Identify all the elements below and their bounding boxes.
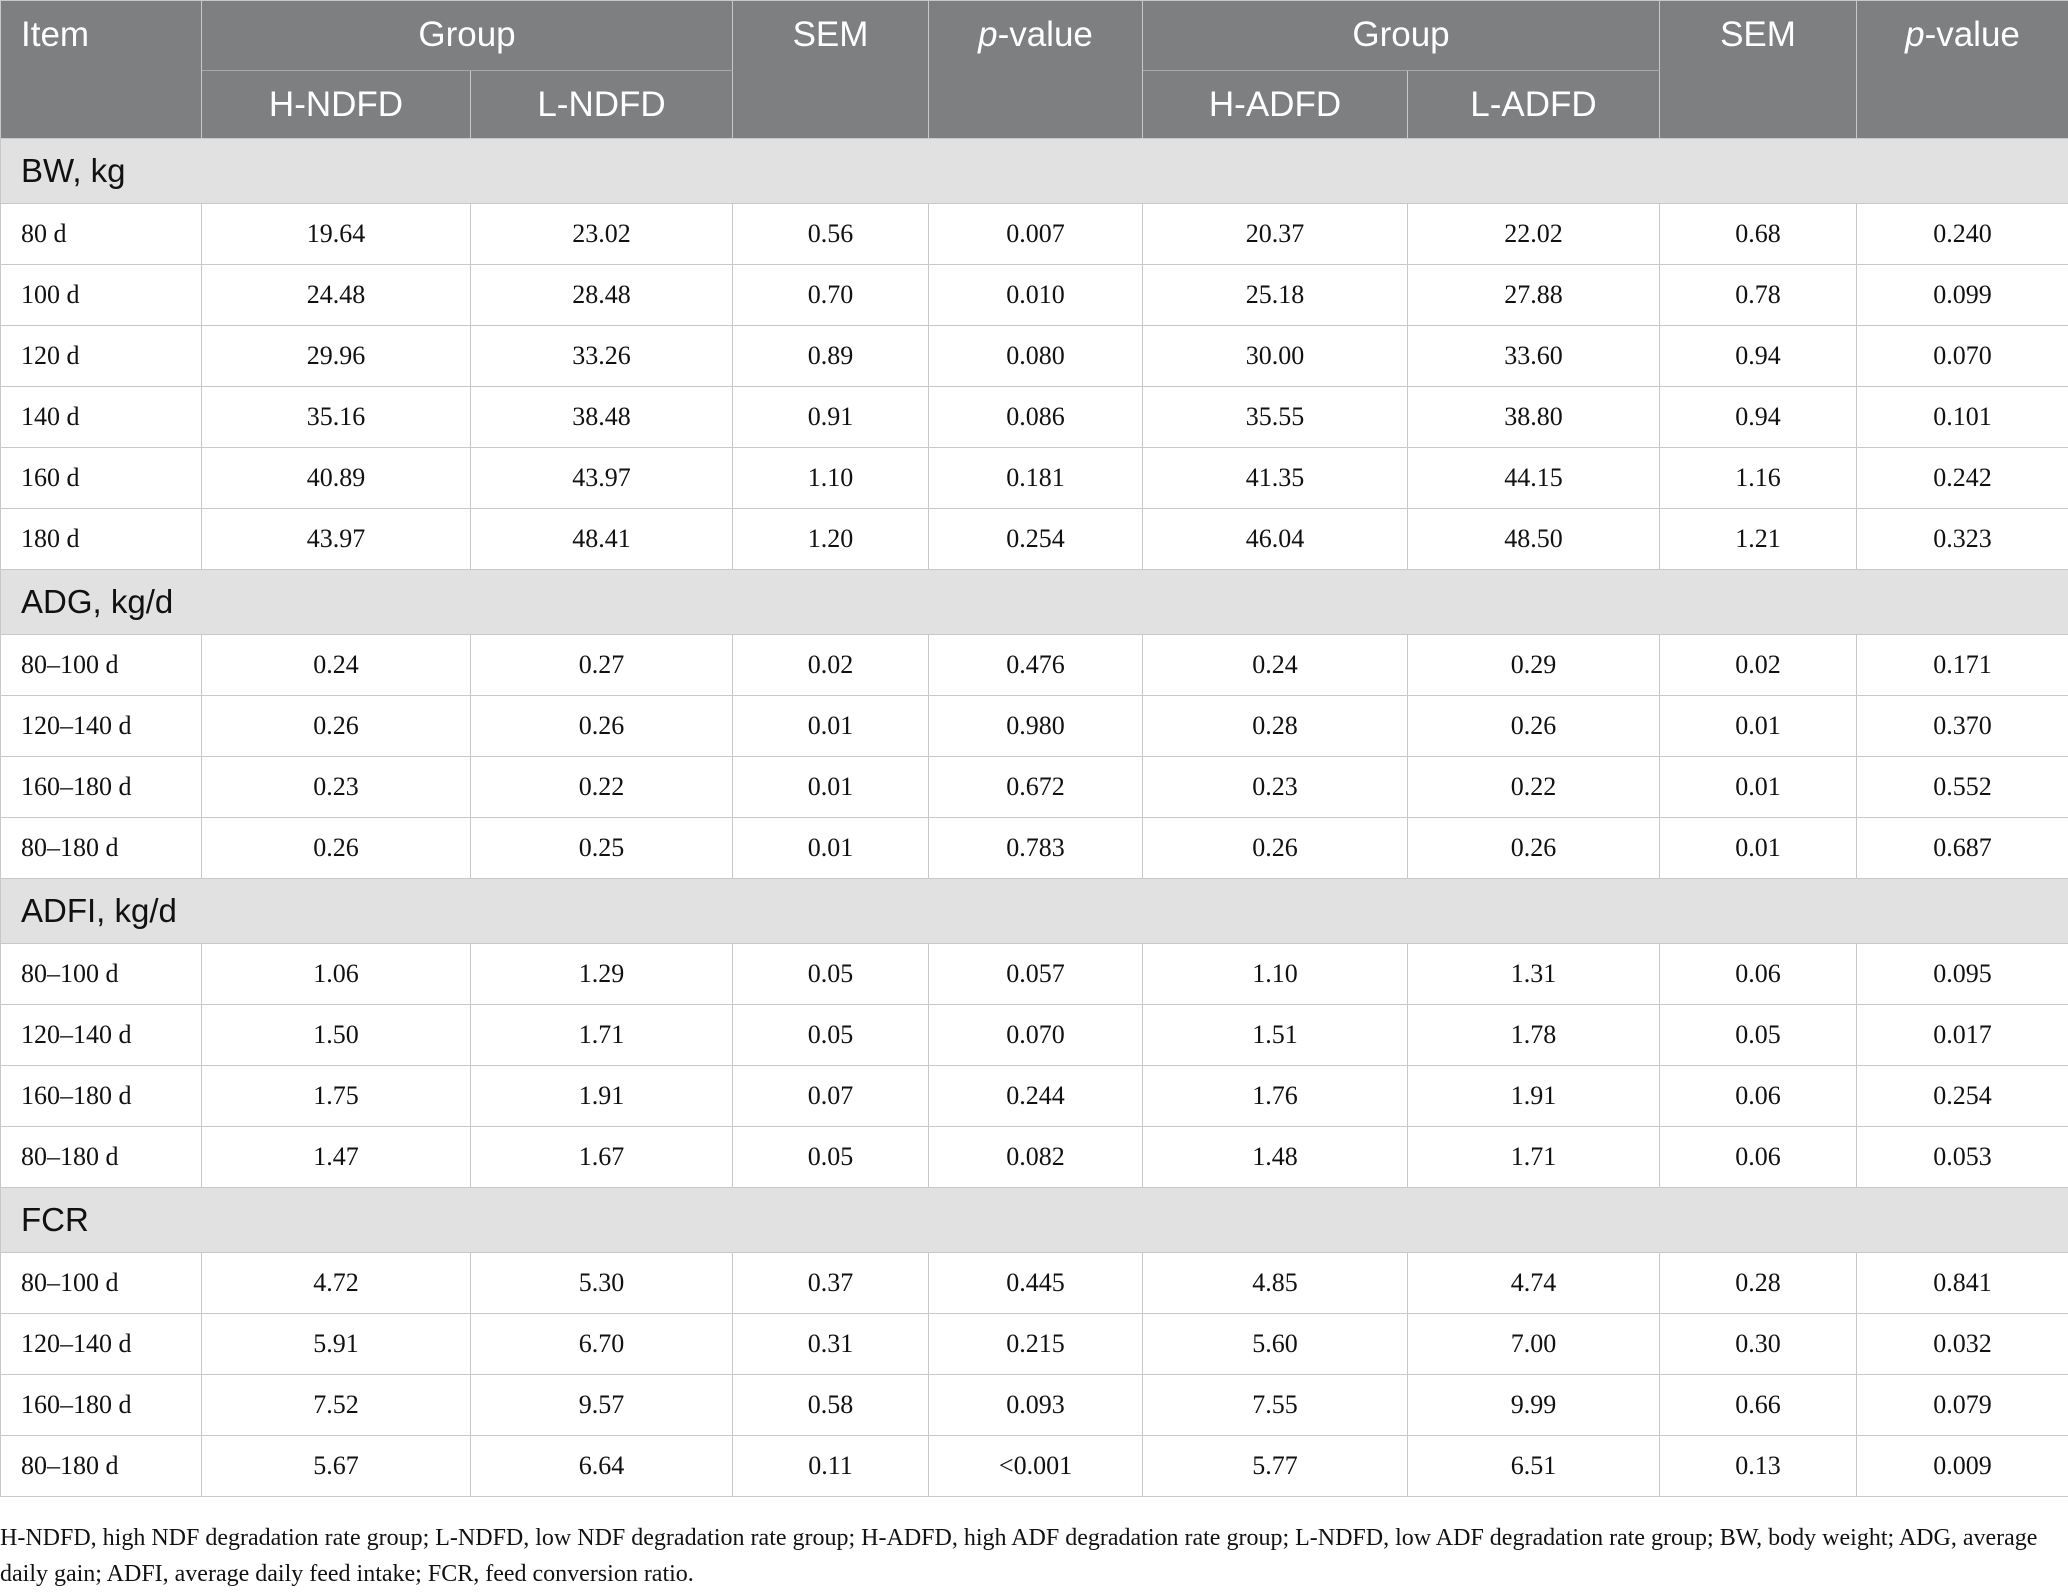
row-label: 80 d — [1, 204, 202, 265]
table-cell: 1.76 — [1143, 1066, 1408, 1127]
table-cell: 1.16 — [1660, 448, 1857, 509]
table-cell: 0.082 — [929, 1127, 1143, 1188]
row-label: 80–180 d — [1, 1436, 202, 1497]
table-cell: 23.02 — [471, 204, 733, 265]
section-title: ADG, kg/d — [1, 570, 2068, 635]
table-cell: 1.75 — [202, 1066, 471, 1127]
table-cell: 20.37 — [1143, 204, 1408, 265]
table-cell: 0.01 — [1660, 757, 1857, 818]
table-cell: 0.093 — [929, 1375, 1143, 1436]
table-cell: 4.72 — [202, 1253, 471, 1314]
header-item: Item — [1, 1, 202, 139]
table-cell: 0.68 — [1660, 204, 1857, 265]
table-cell: 0.101 — [1857, 387, 2068, 448]
header-group-adfd: Group — [1143, 1, 1660, 71]
table-cell: 0.057 — [929, 944, 1143, 1005]
table-cell: 29.96 — [202, 326, 471, 387]
table-cell: 0.30 — [1660, 1314, 1857, 1375]
table-cell: 4.74 — [1408, 1253, 1660, 1314]
table-cell: 0.06 — [1660, 1127, 1857, 1188]
table-cell: 0.27 — [471, 635, 733, 696]
table-row — [1, 757, 2068, 818]
table-cell: 1.29 — [471, 944, 733, 1005]
table-cell: 24.48 — [202, 265, 471, 326]
row-label: 120–140 d — [1, 696, 202, 757]
table-cell: 0.242 — [1857, 448, 2068, 509]
table-cell: 0.22 — [1408, 757, 1660, 818]
table-cell: 35.55 — [1143, 387, 1408, 448]
table-cell: 0.24 — [1143, 635, 1408, 696]
table-cell: 0.66 — [1660, 1375, 1857, 1436]
table-row — [1, 265, 2068, 326]
table-cell: 6.70 — [471, 1314, 733, 1375]
table-cell: 0.370 — [1857, 696, 2068, 757]
table-cell: 0.25 — [471, 818, 733, 879]
section-header-row — [1, 570, 2068, 635]
table-row — [1, 326, 2068, 387]
table-cell: 0.11 — [733, 1436, 929, 1497]
row-label: 120–140 d — [1, 1314, 202, 1375]
header-p-value-1: p-value — [929, 1, 1143, 139]
table-cell: 0.244 — [929, 1066, 1143, 1127]
section-header-row — [1, 1188, 2068, 1253]
table-cell: 0.01 — [733, 696, 929, 757]
table-cell: 0.05 — [733, 1005, 929, 1066]
table-cell: 0.01 — [1660, 818, 1857, 879]
row-label: 160–180 d — [1, 1375, 202, 1436]
table-cell: 0.086 — [929, 387, 1143, 448]
table-cell: 0.26 — [1143, 818, 1408, 879]
table-cell: 27.88 — [1408, 265, 1660, 326]
table-cell: 40.89 — [202, 448, 471, 509]
table-cell: 33.60 — [1408, 326, 1660, 387]
header-h-adfd: H-ADFD — [1143, 71, 1408, 139]
table-cell: 1.71 — [1408, 1127, 1660, 1188]
table-cell: 0.07 — [733, 1066, 929, 1127]
table-cell: 0.13 — [1660, 1436, 1857, 1497]
table-cell: 0.26 — [471, 696, 733, 757]
table-cell: 5.67 — [202, 1436, 471, 1497]
table-row — [1, 1005, 2068, 1066]
table-cell: 1.47 — [202, 1127, 471, 1188]
table-cell: 1.78 — [1408, 1005, 1660, 1066]
table-cell: 0.31 — [733, 1314, 929, 1375]
table-body — [1, 139, 2068, 1497]
table-cell: 41.35 — [1143, 448, 1408, 509]
table-cell: 9.57 — [471, 1375, 733, 1436]
table-row — [1, 696, 2068, 757]
table-cell: 0.171 — [1857, 635, 2068, 696]
table-cell: 0.26 — [1408, 818, 1660, 879]
table-cell: 30.00 — [1143, 326, 1408, 387]
section-header-row — [1, 879, 2068, 944]
table-cell: 1.10 — [1143, 944, 1408, 1005]
table-cell: 0.070 — [929, 1005, 1143, 1066]
table-cell: 0.02 — [1660, 635, 1857, 696]
header-l-adfd: L-ADFD — [1408, 71, 1660, 139]
table-cell: 0.29 — [1408, 635, 1660, 696]
table-row — [1, 1127, 2068, 1188]
table-cell: 0.23 — [202, 757, 471, 818]
table-cell: 0.26 — [202, 818, 471, 879]
table-cell: 0.01 — [733, 757, 929, 818]
table-cell: 0.079 — [1857, 1375, 2068, 1436]
table-cell: 0.78 — [1660, 265, 1857, 326]
row-label: 160–180 d — [1, 1066, 202, 1127]
table-cell: 0.91 — [733, 387, 929, 448]
row-label: 80–180 d — [1, 818, 202, 879]
table-cell: 6.64 — [471, 1436, 733, 1497]
table-cell: 0.053 — [1857, 1127, 2068, 1188]
row-label: 80–100 d — [1, 1253, 202, 1314]
table-row — [1, 635, 2068, 696]
table-row — [1, 1066, 2068, 1127]
table-cell: 0.56 — [733, 204, 929, 265]
table-row — [1, 1253, 2068, 1314]
table-cell: 0.05 — [733, 1127, 929, 1188]
table-cell: 0.017 — [1857, 1005, 2068, 1066]
table-row — [1, 1375, 2068, 1436]
table-row — [1, 818, 2068, 879]
table-cell: 0.58 — [733, 1375, 929, 1436]
table-cell: 9.99 — [1408, 1375, 1660, 1436]
table-cell: 5.60 — [1143, 1314, 1408, 1375]
table-cell: 5.91 — [202, 1314, 471, 1375]
table-cell: 0.94 — [1660, 387, 1857, 448]
table-row — [1, 1314, 2068, 1375]
table-cell: 0.032 — [1857, 1314, 2068, 1375]
table-cell: 46.04 — [1143, 509, 1408, 570]
table-row — [1, 509, 2068, 570]
table-cell: 0.01 — [1660, 696, 1857, 757]
header-group-ndfd: Group — [202, 1, 733, 71]
table-cell: 0.240 — [1857, 204, 2068, 265]
table-cell: 0.552 — [1857, 757, 2068, 818]
table-row — [1, 387, 2068, 448]
table-row — [1, 204, 2068, 265]
table-cell: 1.10 — [733, 448, 929, 509]
table-cell: 33.26 — [471, 326, 733, 387]
table-cell: 19.64 — [202, 204, 471, 265]
row-label: 100 d — [1, 265, 202, 326]
table-cell: 1.50 — [202, 1005, 471, 1066]
table-cell: 0.841 — [1857, 1253, 2068, 1314]
section-title: BW, kg — [1, 139, 2068, 204]
table-cell: 0.70 — [733, 265, 929, 326]
table-cell: 1.21 — [1660, 509, 1857, 570]
row-label: 160 d — [1, 448, 202, 509]
table-cell: 0.28 — [1660, 1253, 1857, 1314]
table-cell: 35.16 — [202, 387, 471, 448]
row-label: 80–100 d — [1, 944, 202, 1005]
table-cell: 0.445 — [929, 1253, 1143, 1314]
table-cell: 1.67 — [471, 1127, 733, 1188]
table-cell: 1.20 — [733, 509, 929, 570]
table-cell: 0.37 — [733, 1253, 929, 1314]
table-cell: 38.80 — [1408, 387, 1660, 448]
table-footnote: H-NDFD, high NDF degradation rate group; L-NDFD, low NDF degradation rate group; H-ADFD, high ADF degradation rate group; L-NDFD, low ADF degradation rate group; BW, body weight; ADG, average daily gain; ADFI, average daily feed intake; FCR, feed conversion ratio. — [0, 1525, 2038, 1587]
row-label: 160–180 d — [1, 757, 202, 818]
table-cell: 6.51 — [1408, 1436, 1660, 1497]
table-cell: 0.22 — [471, 757, 733, 818]
table-cell: 0.070 — [1857, 326, 2068, 387]
table-cell: 0.010 — [929, 265, 1143, 326]
section-header-row — [1, 139, 2068, 204]
table-cell: 0.323 — [1857, 509, 2068, 570]
table-cell: 25.18 — [1143, 265, 1408, 326]
table-cell: 0.980 — [929, 696, 1143, 757]
table-cell: <0.001 — [929, 1436, 1143, 1497]
table-cell: 7.00 — [1408, 1314, 1660, 1375]
header-sem-1: SEM — [733, 1, 929, 139]
table-cell: 1.48 — [1143, 1127, 1408, 1188]
table-cell: 0.080 — [929, 326, 1143, 387]
table-cell: 0.89 — [733, 326, 929, 387]
header-p-value-2: p-value — [1857, 1, 2068, 139]
table-cell: 0.24 — [202, 635, 471, 696]
table-cell: 48.41 — [471, 509, 733, 570]
section-title: FCR — [1, 1188, 2068, 1253]
table-cell: 1.06 — [202, 944, 471, 1005]
table-cell: 0.215 — [929, 1314, 1143, 1375]
row-label: 140 d — [1, 387, 202, 448]
header-h-ndfd: H-NDFD — [202, 71, 471, 139]
table-cell: 0.476 — [929, 635, 1143, 696]
table-cell: 1.31 — [1408, 944, 1660, 1005]
table-cell: 0.007 — [929, 204, 1143, 265]
table-cell: 44.15 — [1408, 448, 1660, 509]
table-cell: 28.48 — [471, 265, 733, 326]
table-cell: 1.51 — [1143, 1005, 1408, 1066]
header-sem-2: SEM — [1660, 1, 1857, 139]
table-cell: 0.26 — [202, 696, 471, 757]
table-cell: 0.26 — [1408, 696, 1660, 757]
table-cell: 1.91 — [1408, 1066, 1660, 1127]
table-cell: 5.30 — [471, 1253, 733, 1314]
table-cell: 5.77 — [1143, 1436, 1408, 1497]
table-cell: 0.687 — [1857, 818, 2068, 879]
table-cell: 0.23 — [1143, 757, 1408, 818]
table-cell: 0.254 — [1857, 1066, 2068, 1127]
table-cell: 0.254 — [929, 509, 1143, 570]
section-title: ADFI, kg/d — [1, 879, 2068, 944]
table-cell: 22.02 — [1408, 204, 1660, 265]
row-label: 80–100 d — [1, 635, 202, 696]
row-label: 180 d — [1, 509, 202, 570]
table-cell: 0.02 — [733, 635, 929, 696]
table-cell: 0.783 — [929, 818, 1143, 879]
table-cell: 7.52 — [202, 1375, 471, 1436]
table-cell: 0.94 — [1660, 326, 1857, 387]
table-cell: 0.28 — [1143, 696, 1408, 757]
row-label: 120–140 d — [1, 1005, 202, 1066]
row-label: 120 d — [1, 326, 202, 387]
table-cell: 1.71 — [471, 1005, 733, 1066]
table-cell: 0.05 — [733, 944, 929, 1005]
table-cell: 0.06 — [1660, 944, 1857, 1005]
table-cell: 0.06 — [1660, 1066, 1857, 1127]
table-cell: 0.181 — [929, 448, 1143, 509]
table-cell: 0.05 — [1660, 1005, 1857, 1066]
table-cell: 0.009 — [1857, 1436, 2068, 1497]
row-label: 80–180 d — [1, 1127, 202, 1188]
table-cell: 43.97 — [471, 448, 733, 509]
table-row — [1, 944, 2068, 1005]
table-cell: 0.672 — [929, 757, 1143, 818]
table-cell: 1.91 — [471, 1066, 733, 1127]
table-cell: 0.01 — [733, 818, 929, 879]
table-cell: 43.97 — [202, 509, 471, 570]
table-row — [1, 1436, 2068, 1497]
table-cell: 0.095 — [1857, 944, 2068, 1005]
header-l-ndfd: L-NDFD — [471, 71, 733, 139]
table-cell: 48.50 — [1408, 509, 1660, 570]
table-row — [1, 448, 2068, 509]
table-cell: 7.55 — [1143, 1375, 1408, 1436]
table-cell: 4.85 — [1143, 1253, 1408, 1314]
table-cell: 0.099 — [1857, 265, 2068, 326]
table-cell: 38.48 — [471, 387, 733, 448]
